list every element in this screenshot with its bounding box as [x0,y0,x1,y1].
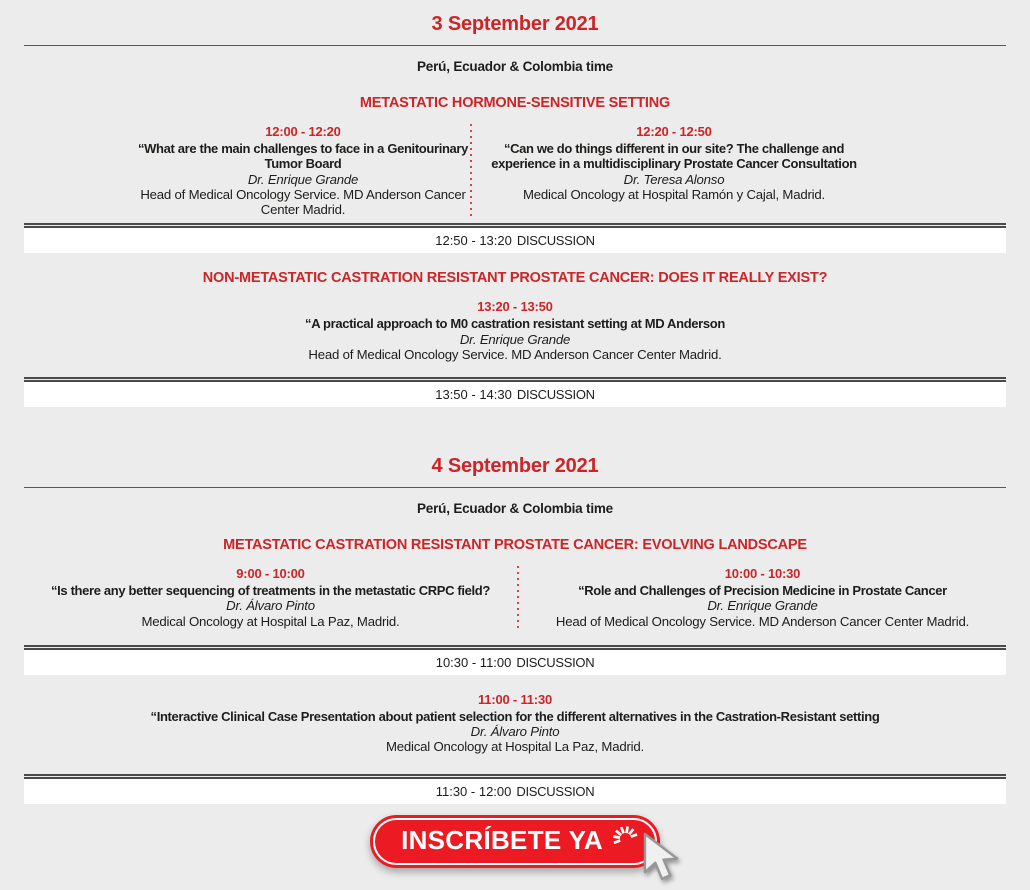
register-button-label: INSCRÍBETE YA [401,825,603,856]
day-1-section-2-title: NON-METASTATIC CASTRATION RESISTANT PROSTATE CANCER: DOES IT REALLY EXIST? [202,269,828,286]
speaker-affiliation: Medical Oncology at Hospital La Paz, Madrid. [141,613,400,629]
talk-title: “What are the main challenges to face in a Genitourinary Tumor Board [137,141,469,171]
day-1-session-columns [24,124,1006,217]
discussion-time: 13:50 - 14:30 [435,386,512,402]
day-1-divider [24,45,1006,46]
discussion-bar [24,645,1006,675]
day-2-section-1-title: METASTATIC CASTRATION RESISTANT PROSTATE CANCER: EVOLVING LANDSCAPE [223,536,807,553]
day-2-timezone: Perú, Ecuador & Colombia time [417,500,613,516]
register-button[interactable] [370,815,660,868]
discussion-bar [24,774,1006,804]
session-time: 12:00 - 12:20 [265,124,341,139]
session-card [519,566,1006,629]
speaker-name: Dr. Álvaro Pinto [470,724,560,740]
speaker-affiliation: Head of Medical Oncology Service. MD Anderson Cancer Center Madrid. [308,346,722,362]
day-1-section [0,13,1030,407]
day-1-section-1-title: METASTATIC HORMONE-SENSITIVE SETTING [359,95,671,111]
register-button-inner [373,818,657,865]
session-time: 11:00 - 11:30 [477,691,553,707]
talk-title: “A practical approach to M0 castration resistant setting at MD Anderson [305,315,725,331]
speaker-name: Dr. Teresa Alonso [623,171,725,187]
day-2-title: 4 September 2021 [431,454,599,477]
session-time: 9:00 - 10:00 [236,565,305,581]
speaker-name: Dr. Álvaro Pinto [226,598,315,614]
session-card [36,299,994,362]
speaker-affiliation: Medical Oncology at Hospital Ramón y Cajal, Madrid. [522,186,826,202]
discussion-label: DISCUSSION [516,386,595,402]
talk-title: “Can we do things different in our site? The challenge and experience in a multidisciplinary Prostate Cancer Consultation [491,141,857,171]
discussion-time: 11:30 - 12:00 [435,784,512,800]
discussion-label: DISCUSSION [516,784,595,800]
day-1-timezone: Perú, Ecuador & Colombia time [417,59,613,74]
speaker-name: Dr. Enrique Grande [247,171,359,187]
talk-title: “Interactive Clinical Case Presentation about patient selection for the different alternatives in the Castration-Resistant setting [150,708,880,724]
speaker-affiliation: Head of Medical Oncology Service. MD Anderson Cancer Center Madrid. [140,186,466,217]
discussion-time: 10:30 - 11:00 [435,654,512,670]
speaker-affiliation: Medical Oncology at Hospital La Paz, Madrid. [385,739,644,755]
session-card [472,124,1006,217]
discussion-time: 12:50 - 13:20 [435,232,512,248]
speaker-name: Dr. Enrique Grande [707,598,818,614]
session-time: 10:00 - 10:30 [724,565,801,581]
day-2-session-columns [24,566,1006,629]
click-burst-icon [612,824,639,851]
day-2-section [0,455,1030,805]
discussion-label: DISCUSSION [516,654,595,670]
speaker-affiliation: Head of Medical Oncology Service. MD Anderson Cancer Center Madrid. [555,613,970,629]
session-card [36,692,994,755]
session-card [24,124,470,217]
day-1-title: 3 September 2021 [431,13,599,35]
discussion-label: DISCUSSION [516,232,595,248]
discussion-bar [24,223,1006,253]
talk-title: “Is there any better sequencing of treatments in the metastatic CRPC field? [51,582,490,598]
day-2-divider [24,487,1006,488]
session-time: 13:20 - 13:50 [477,298,553,314]
discussion-bar [24,377,1006,407]
talk-title: “Role and Challenges of Precision Medicine in Prostate Cancer [578,582,947,598]
speaker-name: Dr. Enrique Grande [459,331,571,347]
session-card [24,566,517,629]
register-cta [370,815,660,868]
session-time: 12:20 - 12:50 [636,124,712,139]
